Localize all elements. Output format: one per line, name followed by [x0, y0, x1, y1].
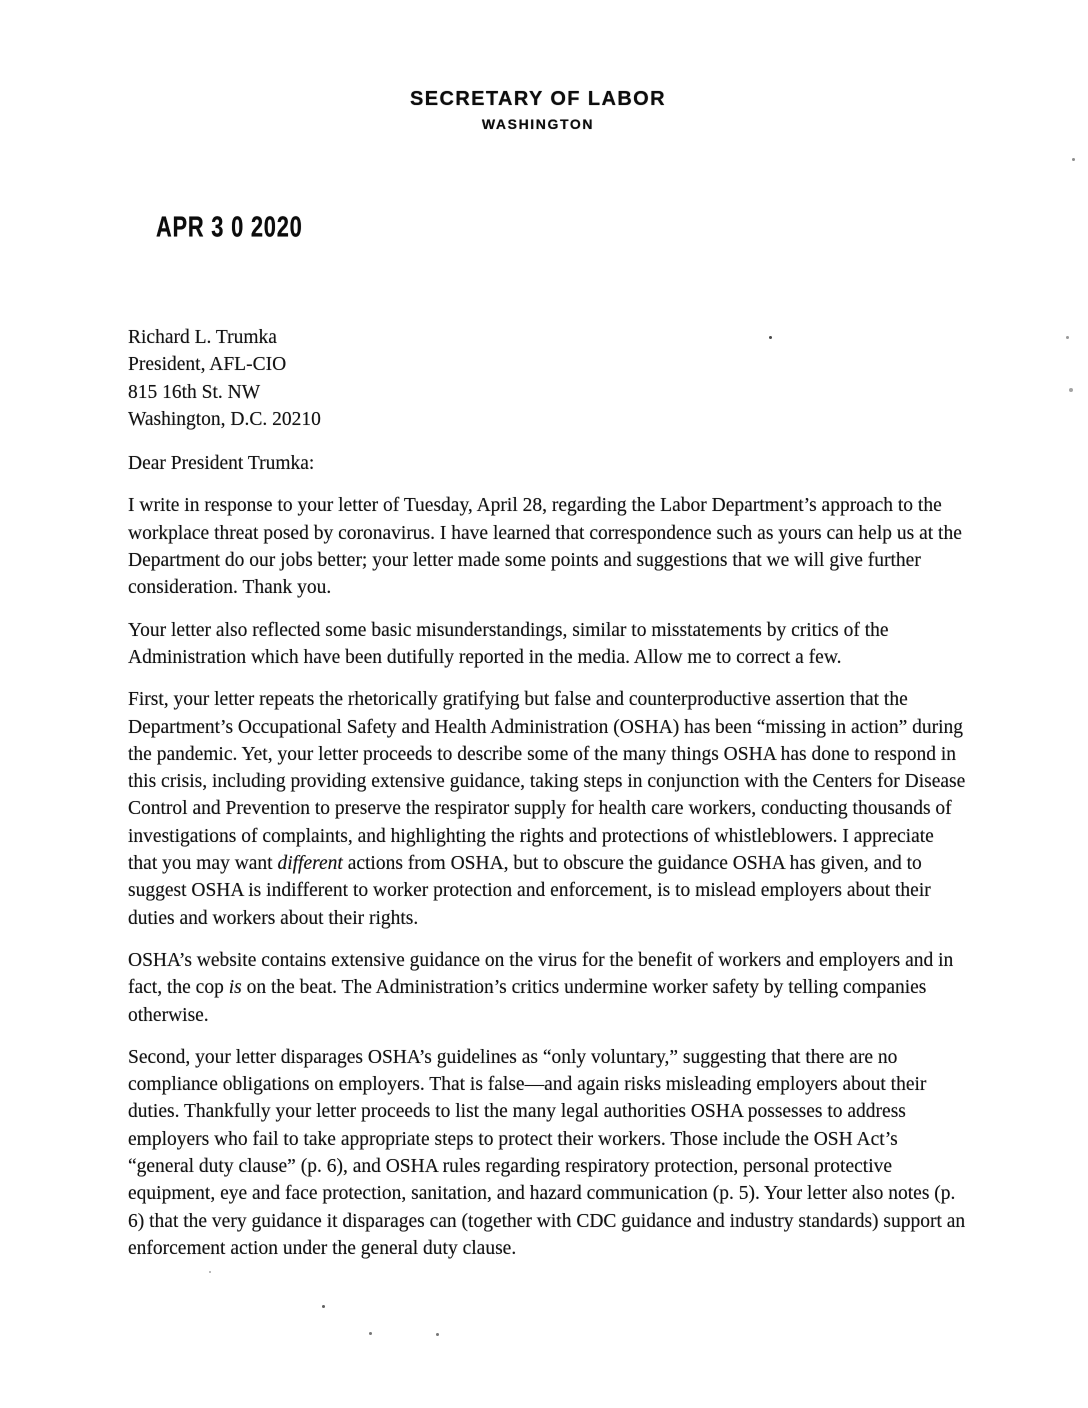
scan-speck	[1069, 388, 1073, 392]
scan-speck	[209, 1271, 211, 1273]
date-stamp: APR 3 0 2020	[156, 211, 303, 243]
recipient-street: 815 16th St. NW	[128, 381, 261, 403]
paragraph: I write in response to your letter of Tuesday, April 28, regarding the Labor Department’s approach to the workplace threat posed by coronavirus. I have learned that correspondence such as yours can help us at the Department do our jobs better; your letter made some points and suggestions that we will give further consideration. Thank you.	[128, 495, 962, 599]
scan-speck	[1072, 158, 1075, 161]
scan-speck	[1066, 336, 1069, 339]
recipient-address	[128, 324, 966, 433]
letterhead	[0, 88, 1082, 132]
letterhead-title: SECRETARY OF LABOR	[410, 88, 666, 110]
recipient-title: President, AFL-CIO	[128, 354, 287, 376]
letterhead-subtitle: WASHINGTON	[481, 116, 595, 132]
scan-speck	[322, 1305, 325, 1308]
letter-body	[128, 492, 966, 1262]
letter-content	[128, 324, 966, 1262]
paragraph: Your letter also reflected some basic misunderstandings, similar to misstatements by critics of the Administration which have been dutifully reported in the media. Allow me to correct a few.	[128, 619, 889, 668]
paragraph: Second, your letter disparages OSHA’s guidelines as “only voluntary,” suggesting that there are no compliance obligations on employers. That is false—and again risks misleading employers about their duties. Thankfully your letter proceeds to list the many legal authorities OSHA possesses to address employers who fail to take appropriate steps to protect their workers. Those include the OSH Act’s “general duty clause” (p. 6), and OSHA rules regarding respiratory protection, personal protective equipment, eye and face protection, sanitation, and hazard communication (p. 5). Your letter also notes (p. 6) that the very guidance it disparages can (together with CDC guidance and industry standards) support an enforcement action under the general duty clause.	[128, 1046, 966, 1259]
recipient-name: Richard L. Trumka	[128, 327, 277, 348]
scan-speck	[369, 1332, 372, 1335]
paragraph: First, your letter repeats the rhetorically gratifying but false and counterproductive assertion that the Department’s Occupational Safety and Health Administration (OSHA) has been “missing in action” during the pandemic. Yet, your letter proceeds to describe some of the many things OSHA has done to respond in this crisis, including providing extensive guidance, taking steps in conjunction with the Centers for Disease Control and Prevention to preserve the respirator supply for health care workers, conducting thousands of investigations of complaints, and highlighting the rights and protections of whistleblowers. I appreciate that you may want different actions from OSHA, but to obscure the guidance OSHA has given, and to suggest OSHA is indifferent to worker protection and enforcement, is to mislead employers about their duties and workers about their rights.	[128, 689, 966, 929]
paragraph: OSHA’s website contains extensive guidance on the virus for the benefit of workers and employers and in fact, the cop is on the beat. The Administration’s critics undermine worker safety by telling companies otherwise.	[128, 949, 954, 1026]
recipient-city: Washington, D.C. 20210	[128, 408, 321, 430]
scan-speck	[769, 336, 772, 339]
salutation: Dear President Trumka:	[128, 453, 315, 475]
scan-speck	[436, 1333, 439, 1336]
